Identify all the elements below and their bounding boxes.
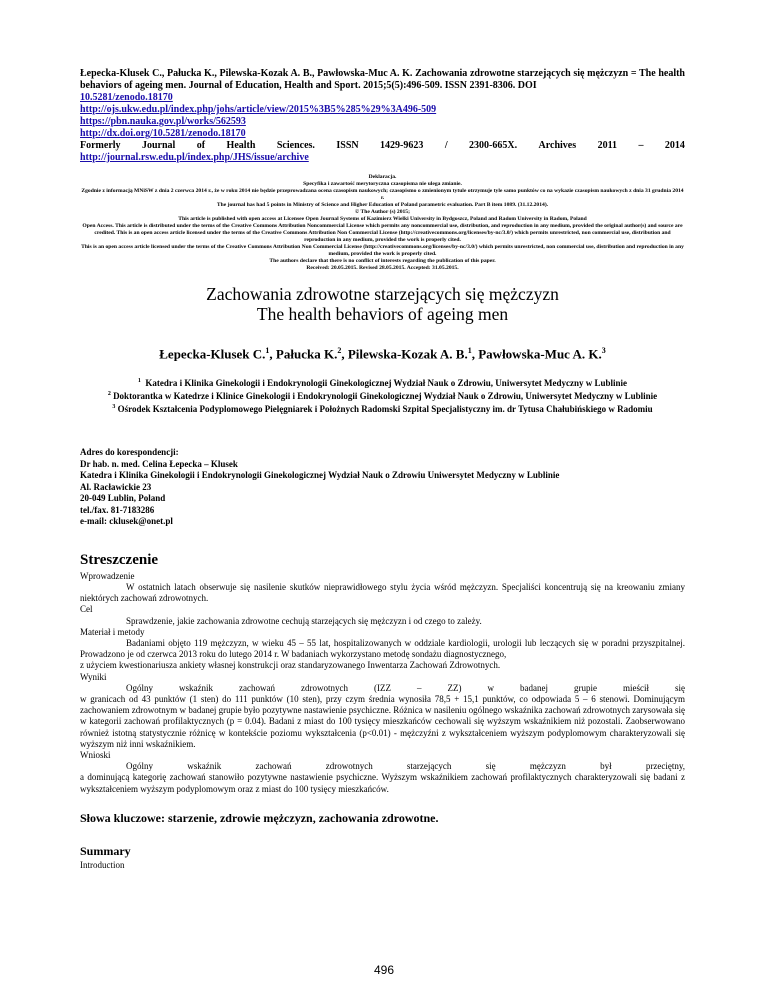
abstract-intro-heading: Wprowadzenie <box>80 570 135 581</box>
correspondence-heading: Adres do korespondencji: <box>80 447 179 458</box>
affiliation-sup: 3 <box>112 404 116 411</box>
author-affil-sup: 1 <box>265 346 270 355</box>
author-list <box>80 346 685 362</box>
page-number: 496 <box>373 963 395 977</box>
title-english: The health behaviors of ageing men <box>256 304 509 324</box>
declaration-line: This article is published with open access at Licensee Open Journal Systems of Kazimierz Wielki University in Bydgoszcz, Poland and Radom University in Radom, Poland <box>178 216 587 222</box>
author-separator: , <box>269 346 276 362</box>
keywords: Słowa kluczowe: starzenie, zdrowie mężczyzn, zachowania zdrowotne. <box>80 810 439 825</box>
abstract-methods-heading: Materiał i metody <box>80 626 145 637</box>
citation-block <box>80 68 685 164</box>
abstract-results-first-line: Ogólny wskaźnik zachowań zdrowotnych (IZZ – ZZ) w badanej grupie mieścił się <box>126 682 685 693</box>
affiliation-item <box>80 389 685 402</box>
abstract-conclusions-first-line: Ogólny wskaźnik zachowań zdrowotnych starzejących się mężczyzn był przeciętny, <box>126 761 685 772</box>
abstract-polish <box>80 571 685 795</box>
declaration-line: Received: 20.05.2015. Revised 28.05.2015. Accepted: 31.05.2015. <box>306 265 459 271</box>
correspondence-name: Dr hab. n. med. Celina Łepecka – Klusek <box>80 458 238 469</box>
formerly-word: 2014 <box>664 140 685 151</box>
affiliation-item <box>80 376 685 389</box>
title-polish: Zachowania zdrowotne starzejących się mężczyzn <box>206 284 559 304</box>
correspondence-institution: Katedra i Klinika Ginekologii i Endokrynologii Ginekologicznej Wydział Nauk o Zdrowiu Uniwersytet Medyczny w Lublinie <box>80 470 560 481</box>
formerly-word: ISSN <box>336 140 359 151</box>
abstract-conclusions-text: a dominującą kategorię zachowań stanowiło pozytywne nastawienie psychiczne. Wyższym wskaźnikiem zachowań profilaktycznych charakteryzowali się badani z wykształceniem wyższym podyplomowym oraz z miast do 100 tysięcy mieszkańców. <box>80 772 685 794</box>
formerly-word: 2011 <box>597 140 618 151</box>
affiliation-sup: 1 <box>137 378 141 385</box>
affiliations <box>80 376 685 415</box>
formerly-word: Health <box>226 140 256 151</box>
affiliation-text: Doktorantka w Katedrze i Klinice Ginekologii i Endokrynologii Ginekologicznej Wydział Nauk o Zdrowiu, Uniwersytet Medyczny w Lublinie <box>113 391 658 402</box>
formerly-word: Sciences. <box>276 140 315 151</box>
affiliation-item <box>80 402 685 415</box>
archive-link[interactable]: http://journal.rsw.edu.pl/index.php/JHS/issue/archive <box>80 152 309 163</box>
declaration-line: Zgodnie z informacją MNiSW z dnia 2 czerwca 2014 r., że w roku 2014 nie będzie przeprowadzana ocena czasopism naukowych; czasopismo o zmienionym tytule otrzymuje tyle samo punktów co na wykazie czasopism naukowych z dnia 31 grudnia 2014 r. <box>81 188 684 201</box>
pbn-link[interactable]: https://pbn.nauka.gov.pl/works/562593 <box>80 116 246 127</box>
ojs-article-link[interactable]: http://ojs.ukw.edu.pl/index.php/johs/article/view/2015%3B5%285%29%3A496-509 <box>80 104 437 115</box>
declaration-block <box>80 174 685 272</box>
streszczenie-heading: Streszczenie <box>80 551 159 568</box>
doi-link[interactable]: 10.5281/zenodo.18170 <box>80 92 173 103</box>
abstract-intro-text: W ostatnich latach obserwuje się nasilenie skutków nieprawidłowego stylu życia wśród mężczyzn. Specjaliści koncentrują się na kreowaniu zmiany niektórych zachowań zdrowotnych. <box>80 582 685 604</box>
abstract-aim-text: Sprawdzenie, jakie zachowania zdrowotne cechują starzejących się mężczyzn i od czego to zależy. <box>126 615 482 626</box>
correspondence-phone: tel./fax. 81-7183286 <box>80 504 155 515</box>
abstract-results-text: w granicach od 43 punktów (1 sten) do 111 punktów (10 sten), przy czym średnia wynosiła 78,5 + 15,1 punktów, co odpowiada 5 – 6 stenowi. Dominującym zachowaniem zdrowotnym w badanej grupie było pozytywne nastawienie psychiczne. Różnica w nasileniu ogólnego wskaźnika zachowań zdrowotnych zarysowała się w kategorii zachowań profilaktycznych (p = 0.04). Badani z miast do 100 tysięcy mieszkańców cechowali się wyższym wskaźnikiem niż pozostali. Zaobserwowano również istotną statystycznie różnicę w kontekście poziomu wykształcenia (p<0.01) - mężczyźni z wykształceniem wyższym podyplomowym charakteryzowali się wyższym niż inni wskaźnikiem. <box>80 694 685 749</box>
author-affil-sup: 2 <box>337 346 342 355</box>
abstract-conclusions-heading: Wnioski <box>80 750 111 761</box>
correspondence-street: Al. Racławickie 23 <box>80 481 152 492</box>
author-name: Pilewska-Kozak A. B. <box>347 346 468 362</box>
summary-introduction-heading: Introduction <box>80 859 125 870</box>
author-affil-sup: 1 <box>467 346 472 355</box>
affiliation-text: Katedra i Klinika Ginekologii i Endokrynologii Ginekologicznej Wydział Nauk o Zdrowiu, Uniwersytet Medyczny w Lublinie <box>145 378 628 389</box>
abstract-results-heading: Wyniki <box>80 671 107 682</box>
abstract-aim-heading: Cel <box>80 604 93 615</box>
formerly-word: – <box>638 140 644 151</box>
formerly-word: / <box>444 140 448 151</box>
summary-heading: Summary <box>80 843 131 858</box>
article-content <box>80 68 685 870</box>
author-separator: , <box>471 346 479 362</box>
declaration-line: Specyfika i zawartość merytoryczna czasopisma nie ulega zmianie. <box>303 181 462 187</box>
author-name: Łepecka-Klusek C. <box>159 346 266 362</box>
affiliation-text: Ośrodek Kształcenia Podyplomowego Pielęgniarek i Położnych Radomski Szpital Specjalistyczny im. dr Tytusa Chałubińskiego w Radomiu <box>117 404 653 415</box>
formerly-word: 2300-665X. <box>469 140 518 151</box>
declaration-line: The authors declare that there is no conflict of interests regarding the publication of this paper. <box>269 258 496 264</box>
formerly-line <box>80 140 685 152</box>
declaration-line: The journal has had 5 points in Ministry of Science and Higher Education of Poland parametric evaluation. Part B item 1089. (31.12.2014). <box>216 202 549 208</box>
correspondence-email: e-mail: cklusek@onet.pl <box>80 516 173 527</box>
author-separator: , <box>341 346 348 362</box>
abstract-methods-text: Badaniami objęto 119 mężczyzn, w wieku 45 – 55 lat, hospitalizowanych w oddziale kardiologii, urologii lub leczących się w poradni przyszpitalnej. Prowadzono je od czerwca 2013 roku do lutego 2014 r. W badaniach wykorzystano metodę sondażu diagnostycznego, <box>80 638 685 660</box>
formerly-word: 1429-9623 <box>380 140 424 151</box>
formerly-word: Formerly <box>80 140 121 151</box>
declaration-line: This is an open access article licensed under the terms of the Creative Commons Attribution Non Commercial License (http://creativecommons.org/licenses/by-nc/3.0/) which permits unrestricted, non commercial use, distribution and reproduction in any medium, provided the work is properly cited. <box>81 244 684 257</box>
author-name: Pałucka K. <box>275 346 338 362</box>
formerly-word: of <box>196 140 206 151</box>
author-affil-sup: 3 <box>601 346 606 355</box>
article-title <box>80 284 685 324</box>
correspondence-city: 20-049 Lublin, Poland <box>80 493 166 504</box>
formerly-word: Journal <box>141 140 176 151</box>
declaration-line: Open Access. This article is distributed under the terms of the Creative Commons Attribution Noncommercial License which permits any noncommercial use, distribution, and reproduction in any medium, provided the original author(s) and source are credited. This is an open access article licensed under the terms of the Creative Commons Attribution Non Commercial License (http://creativecommons.org/licenses/by-nc/3.0/) which permits unrestricted, non commercial use, distribution and reproduction in any medium, provided the work is properly cited. <box>82 223 683 243</box>
citation-text: Łepecka-Klusek C., Pałucka K., Pilewska-Kozak A. B., Pawłowska-Muc A. K. Zachowania zdrowotne starzejących się mężczyzn = The health behaviors of ageing men. Journal of Education, Health and Sport. 2015;5(5):496-509. ISSN 2391-8306. DOI <box>80 68 685 91</box>
dx-doi-link[interactable]: http://dx.doi.org/10.5281/zenodo.18170 <box>80 128 246 139</box>
abstract-methods-text-cont: z użyciem kwestionariusza ankiety własnej konstrukcji oraz standaryzowanego Inwentarza Zachowań Zdrowotnych. <box>80 660 501 671</box>
affiliation-sup: 2 <box>107 391 111 398</box>
author-name: Pawłowska-Muc A. K. <box>478 346 602 362</box>
formerly-word: Archives <box>538 140 577 151</box>
declaration-line: © The Author (s) 2015; <box>355 209 410 215</box>
declaration-line: Deklaracja. <box>368 174 397 180</box>
correspondence-block <box>80 447 685 528</box>
